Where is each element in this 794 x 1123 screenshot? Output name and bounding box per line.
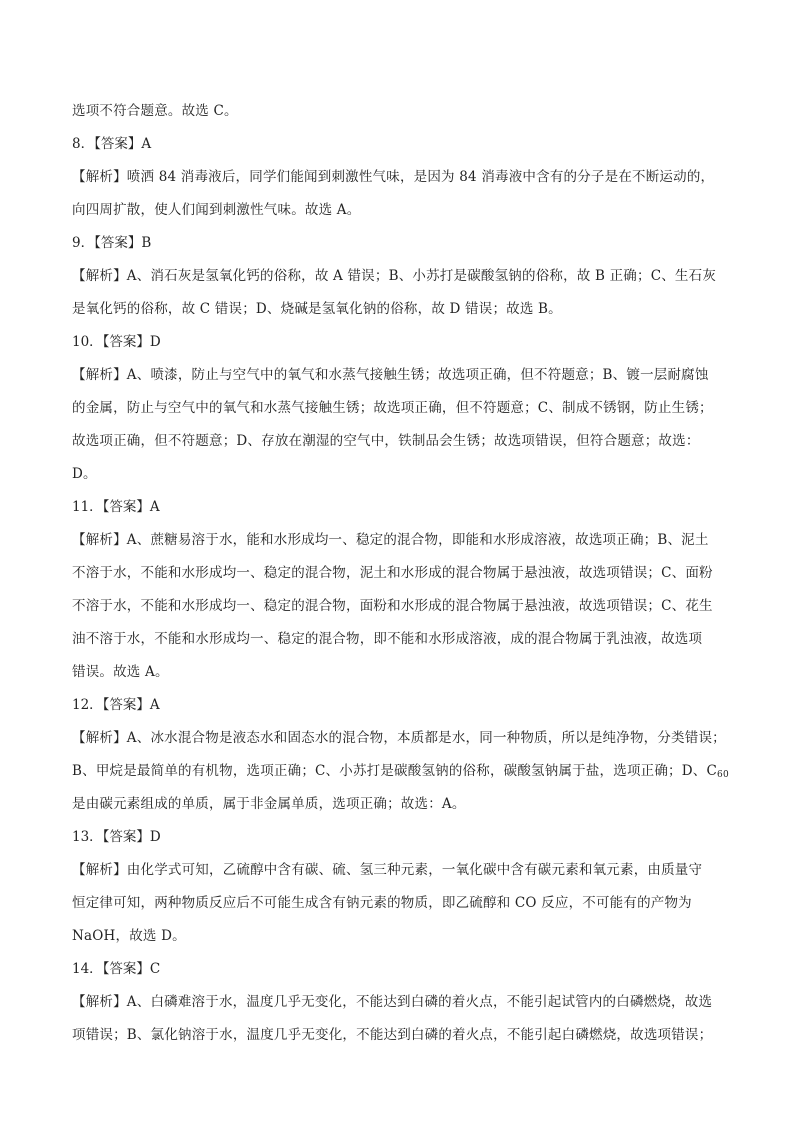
subscript: 60 [717,770,729,780]
line-gap [72,385,732,398]
text-line [72,761,732,781]
line-text: 是由碳元素组成的单质，属于非金属单质，选项正确；故选：A。 [72,796,466,812]
line-text: NaOH，故选 D。 [72,928,186,944]
line-text: 9．【答案】B [72,235,152,251]
document-page [72,101,732,1045]
text-line [72,167,732,187]
text-line [72,794,732,814]
text-line [72,431,732,451]
text-line [72,992,732,1012]
line-text: 不溶于水，不能和水形成均一、稳定的混合物，面粉和水形成的混合物属于悬浊液，故选项错误；C、花生 [72,598,713,614]
text-line [72,629,732,649]
line-text: D。 [72,466,97,482]
line-gap [72,682,732,695]
line-gap [72,220,732,233]
line-gap [72,583,732,596]
line-text: 向四周扩散，使人们闻到刺激性气味。故选 A。 [72,202,361,218]
text-line [72,926,732,946]
text-line [72,299,732,319]
line-gap [72,418,732,431]
line-gap [72,451,732,464]
line-text: 10．【答案】D [72,334,161,350]
line-gap [72,979,732,992]
line-text: 12．【答案】A [72,697,160,713]
line-gap [72,715,732,728]
text-line [72,200,732,220]
line-gap [72,781,732,794]
line-text: 【解析】喷洒 84 消毒液后，同学们能闻到刺激性气味，是因为 84 消毒液中含有的分子是在不断运动的， [72,169,715,185]
text-line [72,860,732,880]
answer-heading [72,827,732,847]
answer-heading [72,233,732,253]
line-gap [72,253,732,266]
text-line [72,728,732,748]
text-line [72,563,732,583]
line-gap [72,847,732,860]
line-text: 的金属，防止与空气中的氧气和水蒸气接触生锈；故选项正确，但不符题意；C、制成不锈钢，防止生锈； [72,400,713,416]
text-line [72,398,732,418]
text-line [72,893,732,913]
answer-heading [72,134,732,154]
text-line [72,530,732,550]
text-line [72,365,732,385]
line-gap [72,517,732,530]
text-line [72,101,732,121]
text-line [72,662,732,682]
line-text: 11．【答案】A [72,499,160,515]
line-text: 【解析】由化学式可知，乙硫醇中含有碳、硫、氢三种元素，一氧化碳中含有碳元素和氧元素，由质量守 [72,862,703,878]
line-gap [72,649,732,662]
line-text: 故选项正确，但不符题意；D、存放在潮湿的空气中，铁制品会生锈；故选项错误，但符合题意；故选： [72,433,700,449]
text-line [72,596,732,616]
line-text: 【解析】A、消石灰是氢氧化钙的俗称，故 A 错误；B、小苏打是碳酸氢钠的俗称，故 B 正确；C、生石灰 [72,268,717,284]
line-gap [72,319,732,332]
line-text: 【解析】A、蔗糖易溶于水，能和水形成均一、稳定的混合物，即能和水形成溶液，故选项正确；B、泥土 [72,532,709,548]
line-gap [72,946,732,959]
answer-heading [72,959,732,979]
text-line [72,464,732,484]
line-text: 项错误；B、氯化钠溶于水，温度几乎无变化，不能达到白磷的着火点，不能引起白磷燃烧，故选项错误； [72,1027,713,1043]
line-gap [72,121,732,134]
line-gap [72,814,732,827]
line-text: 油不溶于水，不能和水形成均一、稳定的混合物，即不能和水形成溶液，成的混合物属于乳浊液，故选项 [72,631,703,647]
line-gap [72,187,732,200]
line-gap [72,1012,732,1025]
line-text: 错误。故选 A。 [72,664,169,680]
line-text: 恒定律可知，两种物质反应后不可能生成含有钠元素的物质，即乙硫醇和 CO 反应，不可能有的产物为 [72,895,692,911]
answer-heading [72,332,732,352]
text-line [72,1025,732,1045]
line-text: 【解析】A、冰水混合物是液态水和固态水的混合物，本质都是水，同一种物质，所以是纯净物，分类错误； [72,730,726,746]
line-text: 选项不符合题意。故选 C。 [72,103,238,119]
line-text: 【解析】A、白磷难溶于水，温度几乎无变化，不能达到白磷的着火点，不能引起试管内的白磷燃烧，故选 [72,994,713,1010]
line-gap [72,913,732,926]
line-gap [72,286,732,299]
line-text: 14．【答案】C [72,961,161,977]
answer-heading [72,695,732,715]
line-gap [72,352,732,365]
line-text: B、甲烷是最简单的有机物，选项正确；C、小苏打是碳酸氢钠的俗称，碳酸氢钠属于盐，选项正确；D、C [72,763,718,779]
line-gap [72,748,732,761]
line-gap [72,550,732,563]
line-gap [72,616,732,629]
line-gap [72,154,732,167]
line-gap [72,880,732,893]
line-text: 【解析】A、喷漆，防止与空气中的氧气和水蒸气接触生锈；故选项正确，但不符题意；B、镀一层耐腐蚀 [72,367,709,383]
line-text: 8．【答案】A [72,136,152,152]
answer-heading [72,497,732,517]
line-text: 13．【答案】D [72,829,161,845]
line-text: 不溶于水，不能和水形成均一、稳定的混合物，泥土和水形成的混合物属于悬浊液，故选项错误；C、面粉 [72,565,713,581]
line-text: 是氧化钙的俗称，故 C 错误；D、烧碱是氢氧化钠的俗称，故 D 错误；故选 B。 [72,301,562,317]
line-gap [72,484,732,497]
text-line [72,266,732,286]
